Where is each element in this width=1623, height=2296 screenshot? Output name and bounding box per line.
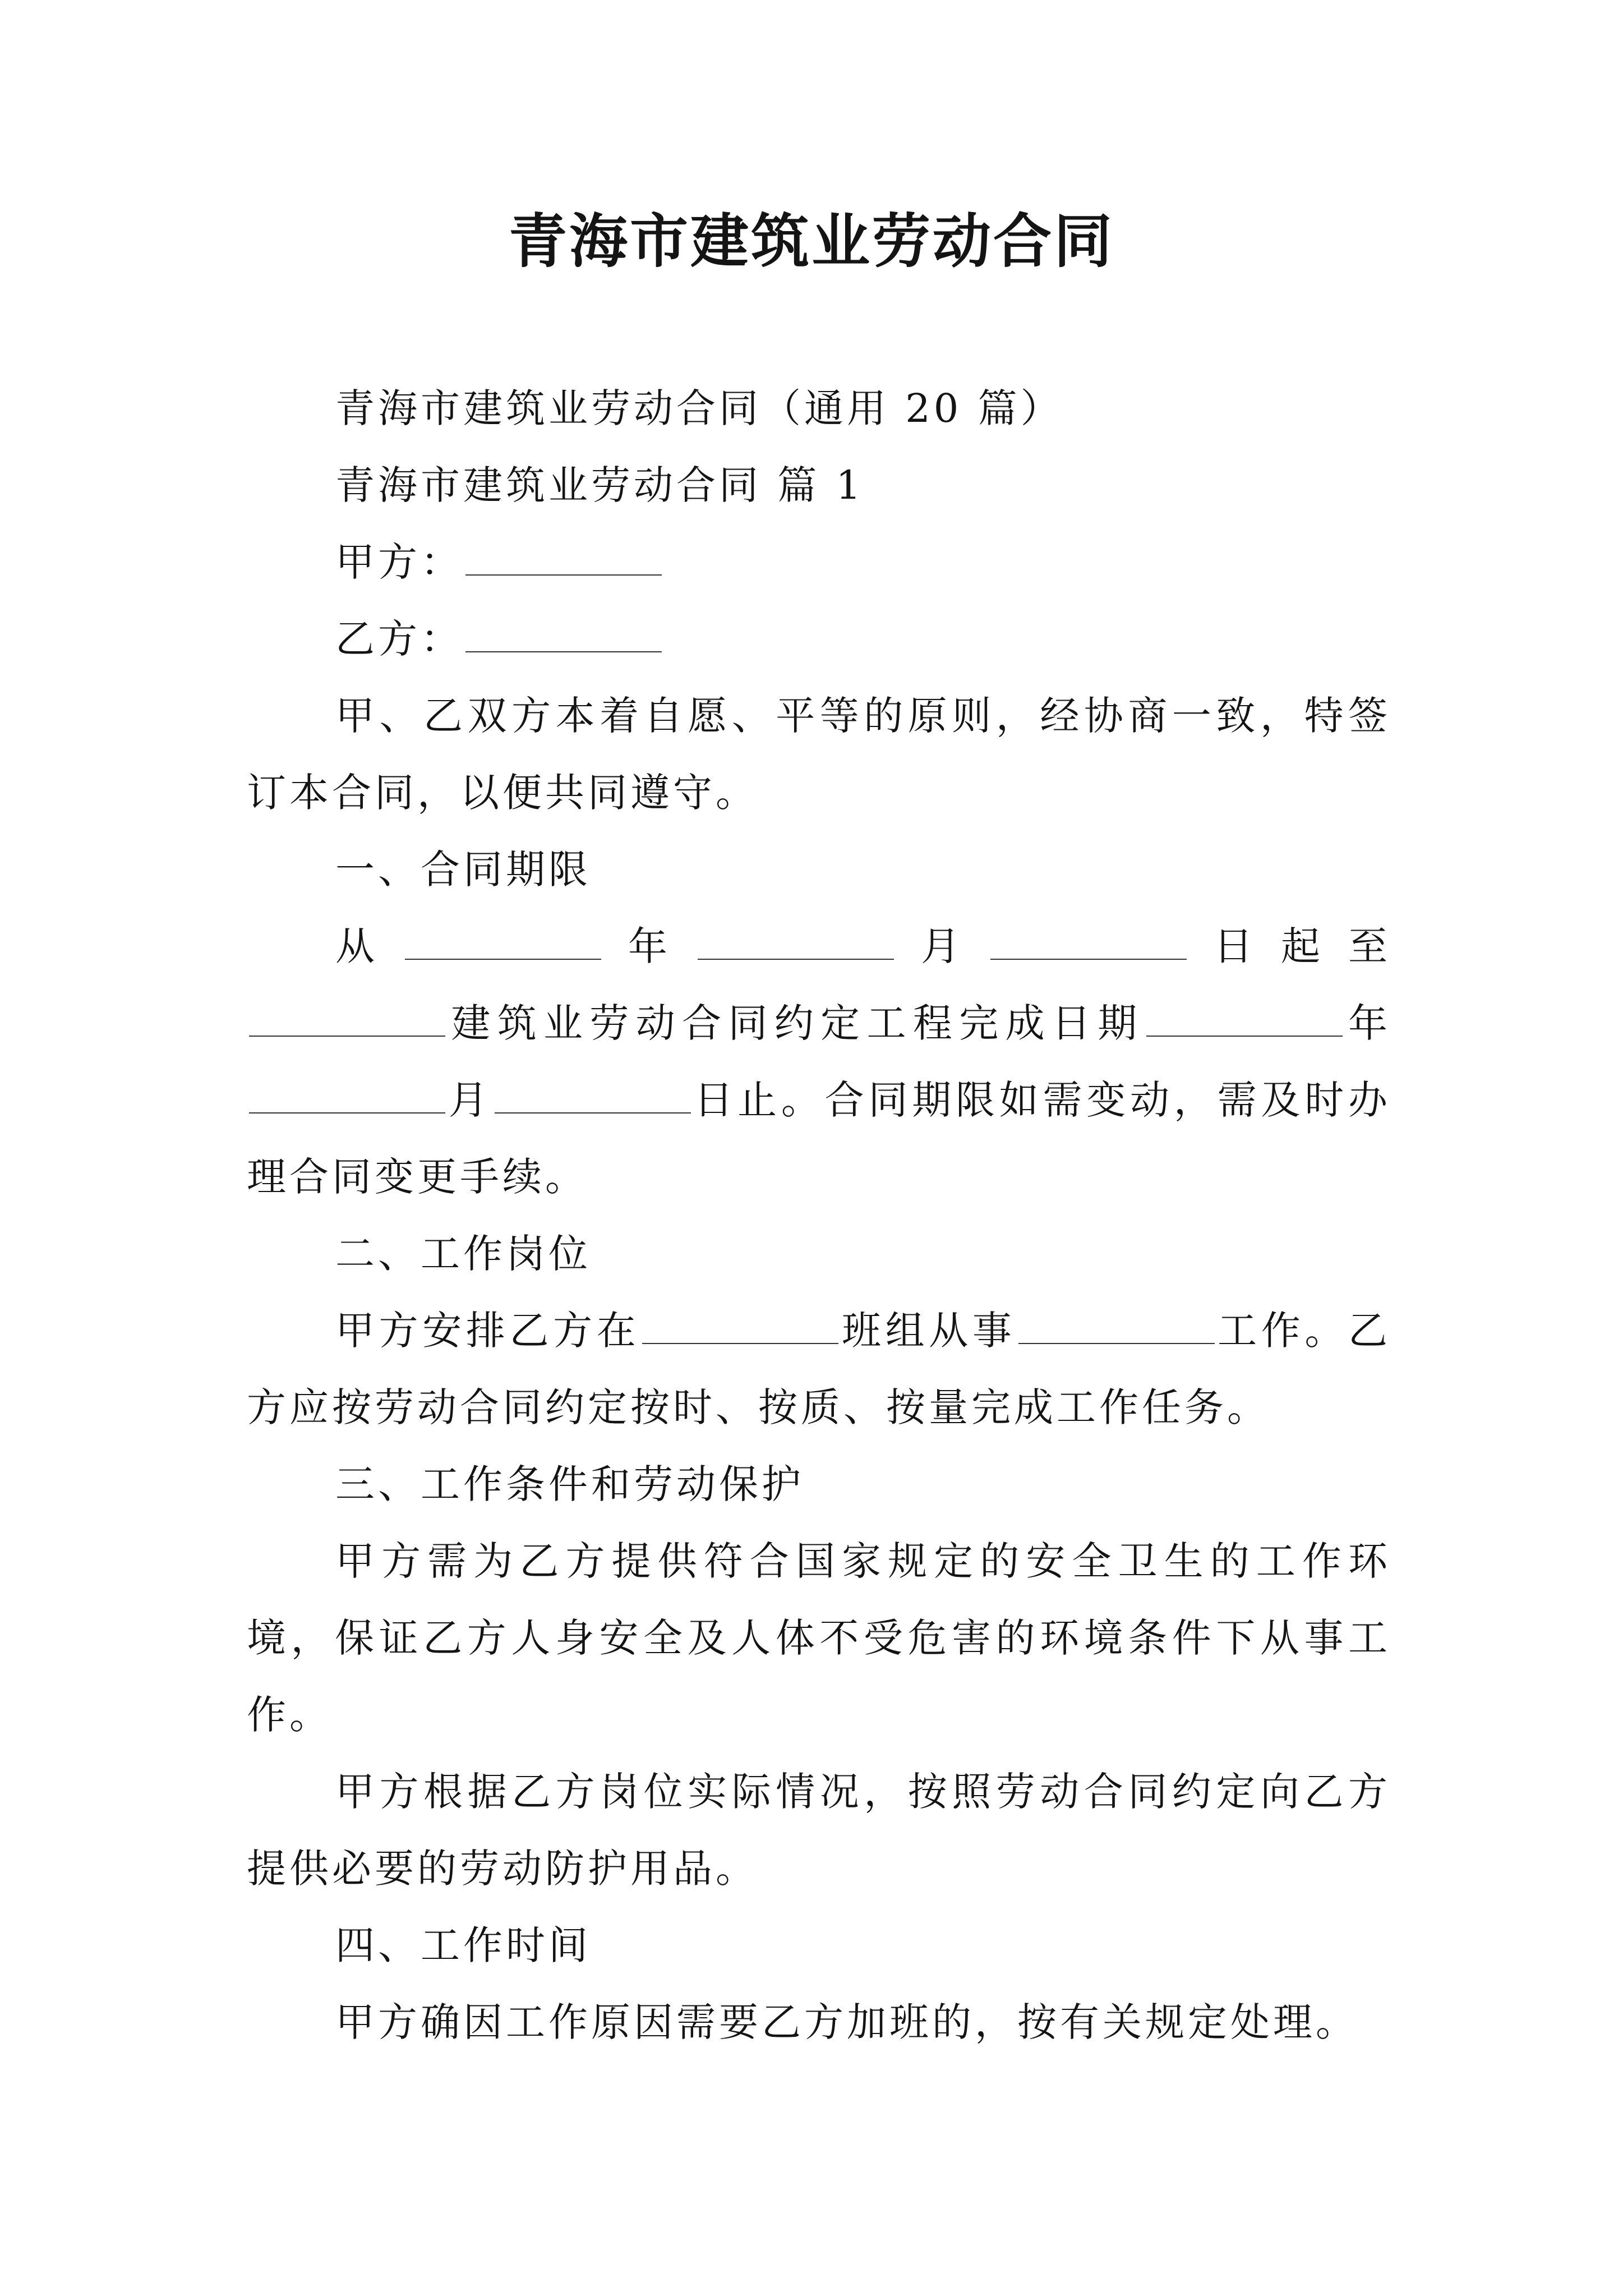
month-text: 月 (896, 923, 988, 969)
document-body (247, 370, 1391, 2061)
end-day-blank (495, 1080, 691, 1114)
arrangement-text: 甲方安排乙方在 (335, 1308, 640, 1354)
work-task-text: 工作。乙方应按劳动合同约定按时、按质、按量完成工作任务。 (247, 1308, 1391, 1430)
document-title: 青海市建筑业劳动合同 (508, 206, 1114, 275)
end-month-text: 月 (448, 1077, 492, 1123)
party-b-line (247, 601, 1391, 678)
team-text: 班组从事 (841, 1308, 1016, 1354)
job-blank (1018, 1310, 1215, 1344)
team-blank (642, 1310, 838, 1344)
contract-term-paragraph (247, 908, 1391, 1216)
start-day-blank (990, 926, 1187, 960)
party-b-label: 乙方： (335, 616, 463, 662)
end-year-blank (1146, 1003, 1343, 1037)
project-blank (249, 1003, 445, 1037)
safety-paragraph: 甲方需为乙方提供符合国家规定的安全卫生的工作环境，保证乙方人身安全及人体不受危害的环境条件下从事工作。 (247, 1538, 1391, 1738)
party-b-blank (465, 619, 662, 652)
subtitle: 青海市建筑业劳动合同（通用 20 篇） (335, 385, 1063, 431)
completion-date-text: 建筑业劳动合同约定工程完成日期 (448, 1000, 1144, 1046)
party-a-blank (465, 542, 662, 576)
work-conditions-heading: 三、工作条件和劳动保护 (335, 1461, 804, 1507)
section-heading: 青海市建筑业劳动合同 篇 1 (335, 462, 865, 508)
working-hours-heading: 四、工作时间 (335, 1922, 591, 1968)
protective-equipment-paragraph: 甲方根据乙方岗位实际情况，按照劳动合同约定向乙方提供必要的劳动防护用品。 (247, 1769, 1391, 1892)
day-start-to-text: 日起至 (1189, 923, 1391, 969)
party-a-label: 甲方： (335, 539, 463, 585)
end-year-text: 年 (1344, 1000, 1391, 1046)
year-text: 年 (603, 923, 695, 969)
work-position-heading: 二、工作岗位 (335, 1231, 591, 1277)
start-month-blank (698, 926, 894, 960)
agreement-paragraph: 甲、乙双方本着自愿、平等的原则，经协商一致，特签订本合同，以便共同遵守。 (247, 693, 1391, 816)
contract-term-heading: 一、合同期限 (335, 846, 591, 892)
term-from-text: 从 (335, 923, 403, 969)
term-end-text: 日止。合同期限如需变动，需及时办理合同变更手续。 (247, 1077, 1391, 1200)
party-a-line (247, 524, 1391, 601)
end-month-blank (249, 1080, 445, 1114)
work-position-paragraph (247, 1292, 1391, 1446)
overtime-paragraph: 甲方确因工作原因需要乙方加班的，按有关规定处理。 (335, 1999, 1358, 2045)
start-year-blank (405, 926, 601, 960)
